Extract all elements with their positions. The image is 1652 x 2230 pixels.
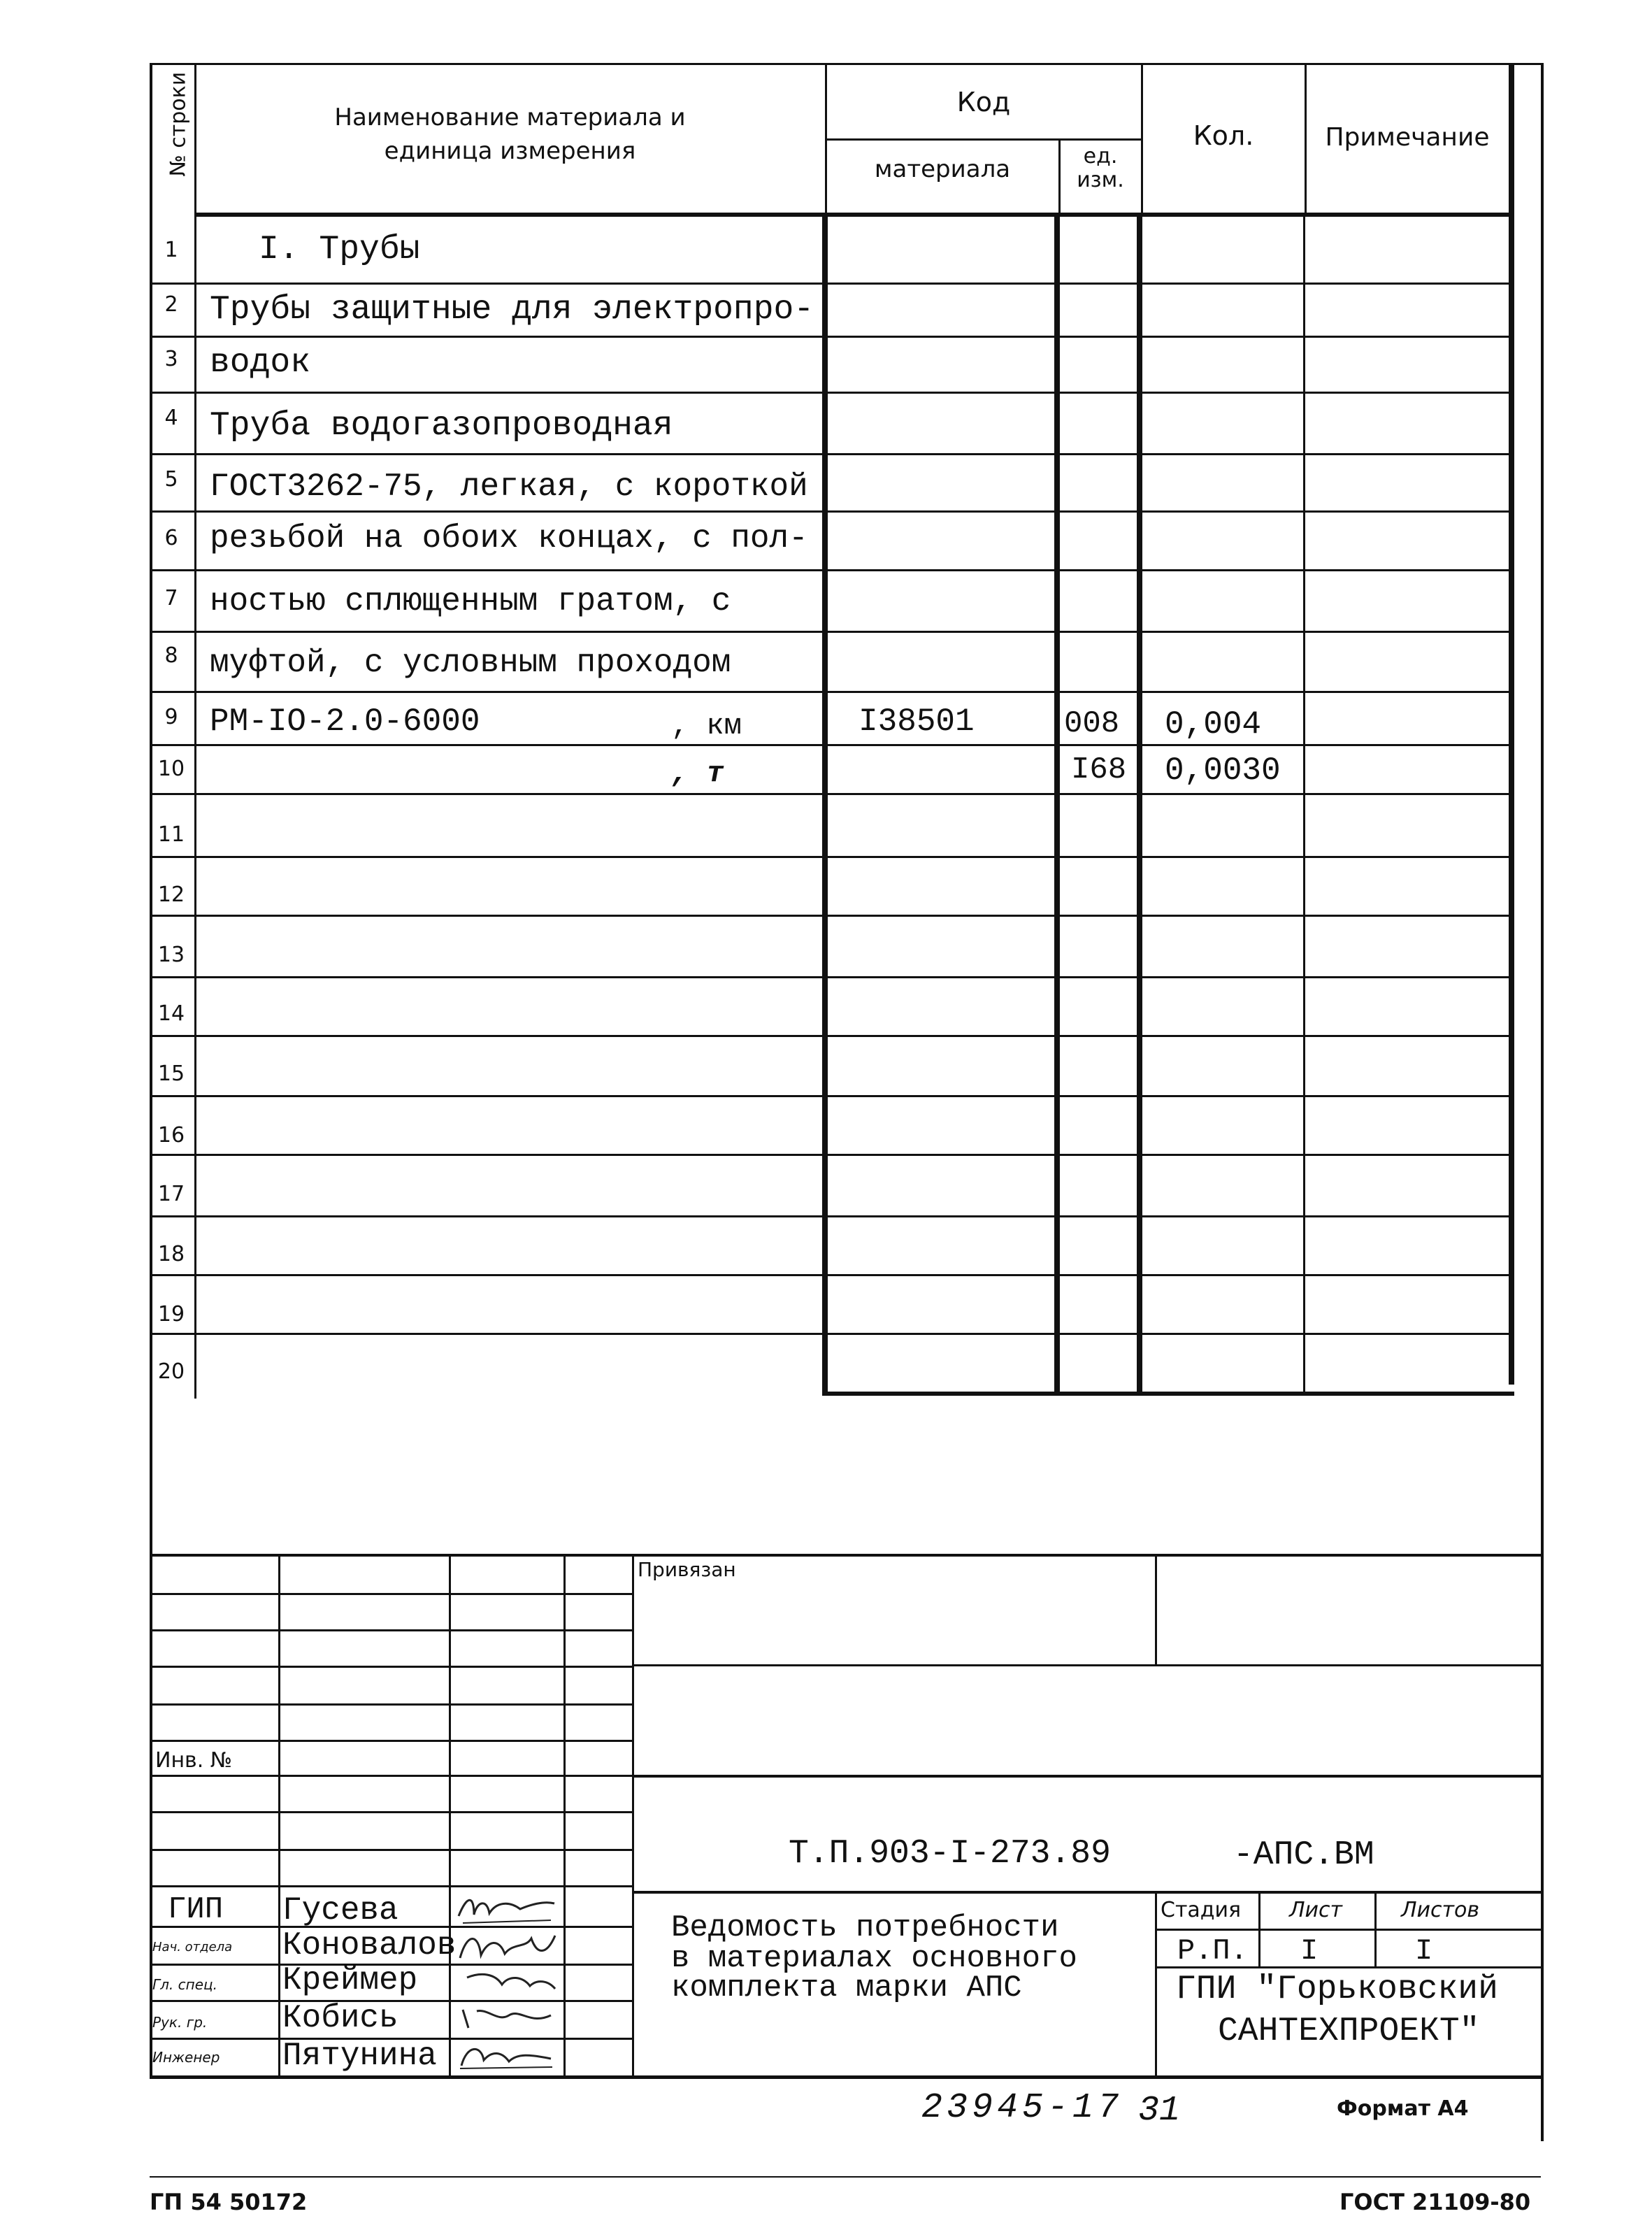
sheet-value: I (1300, 1934, 1319, 1968)
header-divider-rowno (194, 63, 196, 1399)
stamp-top-line (150, 1554, 1541, 1557)
signature-konovalov (453, 1927, 558, 1965)
row-number: 1 (164, 238, 178, 262)
signature-guseva (453, 1888, 558, 1927)
frame-right-border (1541, 63, 1544, 2141)
row-number: 13 (157, 943, 185, 967)
signature-pyatunina (453, 2038, 558, 2074)
handwritten-number: 23945-17 (921, 2088, 1123, 2128)
row-name: I. Трубы (259, 231, 420, 269)
stage-label: Стадия (1161, 1898, 1242, 1922)
row-name: РМ-IO-2.0-6000 (210, 703, 480, 740)
row-name: Труба водогазопроводная (210, 407, 673, 445)
row-unit-code: 008 (1064, 706, 1120, 741)
row-separator-line (152, 1095, 1513, 1097)
stamp-bound-bottom (632, 1664, 1541, 1666)
row-number: 6 (164, 526, 178, 550)
document-code: Т.П.903-I-273.89 (789, 1835, 1111, 1873)
row-separator-line (152, 856, 1513, 858)
row-number: 4 (164, 406, 178, 430)
row-name: резьбой на обоих концах, с пол- (210, 520, 808, 557)
bottom-rule (150, 2176, 1541, 2178)
header-qty: Кол. (1193, 120, 1254, 151)
page-number: 31 (1138, 2091, 1181, 2131)
header-name-line2: единица измерения (384, 137, 636, 165)
frame-top-border (150, 63, 1541, 65)
document-mark: -АПС.ВМ (1233, 1836, 1374, 1874)
stamp-left-row (150, 1740, 632, 1742)
organization-line-2: САНТЕХПРОЕКТ" (1218, 2013, 1480, 2050)
header-code-material: материала (874, 155, 1011, 183)
stamp-left-row (150, 1775, 632, 1777)
row-number: 9 (164, 705, 178, 729)
row-separator-line (152, 691, 1513, 693)
header-name-line1: Наименование материала и (334, 103, 686, 131)
row-separator-line (152, 336, 1513, 338)
sheet-label: Лист (1289, 1898, 1343, 1922)
row-separator-line (152, 392, 1513, 394)
row-unit-suffix: , т (671, 757, 724, 790)
row-number: 10 (157, 757, 185, 781)
name-kreimer: Креймер (282, 1962, 418, 1999)
sheets-label: Листов (1401, 1898, 1480, 1922)
title-line-3: комплекта марки АПС (671, 1971, 1022, 2006)
row-name: водок (210, 344, 311, 382)
name-guseva: Гусева (282, 1892, 398, 1929)
stamp-left-row (150, 1629, 632, 1631)
stamp-left-row (150, 1666, 632, 1668)
row-separator-line (152, 1035, 1513, 1037)
row-separator-line (152, 1154, 1513, 1156)
header-code-split (825, 138, 1141, 141)
organization-line-1: ГПИ "Горьковский (1176, 1971, 1498, 2008)
row-separator-line (152, 1274, 1513, 1276)
role-group-lead: Рук. гр. (152, 2014, 208, 2031)
row-number: 19 (157, 1302, 185, 1327)
row-name: ГОСТ3262-75, легкая, с короткой (210, 469, 808, 505)
row-separator-line (152, 510, 1513, 513)
row-name: Трубы защитные для электропро- (210, 291, 814, 329)
row-number: 8 (164, 643, 178, 668)
row-unit-suffix: , км (671, 709, 742, 743)
role-gip: ГИП (168, 1892, 224, 1927)
stamp-doc-top (632, 1775, 1541, 1778)
row-number: 14 (157, 1001, 185, 1026)
row-separator-line (152, 915, 1513, 917)
stamp-bound-right (1155, 1554, 1157, 1666)
stamp-stage-mid (1155, 1929, 1541, 1931)
header-code-unit-line2: изм. (1077, 168, 1124, 192)
row-name: ностью сплющенным гратом, с (210, 583, 731, 620)
row-separator-line (152, 976, 1513, 978)
row-separator-line (152, 793, 1513, 795)
stamp-title-top (632, 1891, 1541, 1894)
row-separator-line (152, 283, 1513, 285)
row-number: 11 (157, 822, 185, 847)
table-right-thick (1509, 63, 1514, 1385)
left-footer-code: ГП 54 50172 (150, 2189, 308, 2215)
header-bottom-line (194, 213, 1514, 217)
row-separator-line (152, 1333, 1513, 1335)
header-code-unit-line1: ед. (1083, 144, 1118, 169)
header-note: Примечание (1325, 123, 1490, 152)
header-row-number: № строки (166, 71, 191, 177)
row-material-code: I38501 (859, 703, 975, 740)
row-number: 2 (164, 292, 178, 317)
stamp-left-row (150, 1593, 632, 1595)
row-number: 15 (157, 1062, 185, 1086)
row-unit-code: I68 (1071, 752, 1127, 787)
row-number: 16 (157, 1123, 185, 1148)
row-number: 12 (157, 882, 185, 907)
row-separator-line (152, 453, 1513, 455)
stamp-bottom-line (150, 2075, 1541, 2079)
row-separator-line (152, 744, 1513, 746)
row-quantity: 0,0030 (1165, 752, 1281, 789)
format-label: Формат А4 (1337, 2096, 1469, 2121)
standard-code: ГОСТ 21109-80 (1339, 2189, 1531, 2215)
stage-value: Р.П. (1177, 1934, 1248, 1968)
row-separator-line (152, 631, 1513, 633)
role-head-of-department: Нач. отдела (152, 1940, 233, 1954)
sheets-value: I (1415, 1934, 1433, 1968)
row-number: 18 (157, 1242, 185, 1266)
role-engineer: Инженер (152, 2049, 220, 2066)
row-number: 5 (164, 467, 178, 492)
signature-kreimer (453, 1965, 558, 2000)
row-name: муфтой, с условным проходом (210, 645, 731, 681)
signature-kobis (453, 2001, 558, 2036)
name-pyatunina: Пятунина (282, 2038, 437, 2074)
title-line-1: Ведомость потребности (671, 1910, 1059, 1945)
row-separator-line (152, 569, 1513, 571)
bound-label: Привязан (638, 1558, 736, 1581)
stamp-left-row (150, 1811, 632, 1813)
stamp-left-row (150, 1849, 632, 1851)
row-number: 7 (164, 586, 178, 610)
table-bottom-thick (822, 1392, 1514, 1396)
row-separator-line (152, 1215, 1513, 1217)
name-kobis: Кобись (282, 2000, 398, 2036)
name-konovalov: Коновалов (282, 1927, 457, 1964)
title-line-2: в материалах основного (671, 1941, 1077, 1976)
row-number: 17 (157, 1182, 185, 1206)
inventory-label: Инв. № (155, 1748, 233, 1773)
stamp-col-5 (632, 1554, 634, 2078)
role-chief-specialist: Гл. спец. (152, 1976, 217, 1993)
row-quantity: 0,004 (1165, 706, 1262, 743)
row-number: 20 (157, 1359, 185, 1384)
row-number: 3 (164, 347, 178, 371)
stamp-stage-left (1155, 1891, 1157, 2077)
header-code: Код (956, 87, 1011, 117)
stamp-left-row (150, 1703, 632, 1706)
stamp-left-row (150, 1885, 632, 1887)
